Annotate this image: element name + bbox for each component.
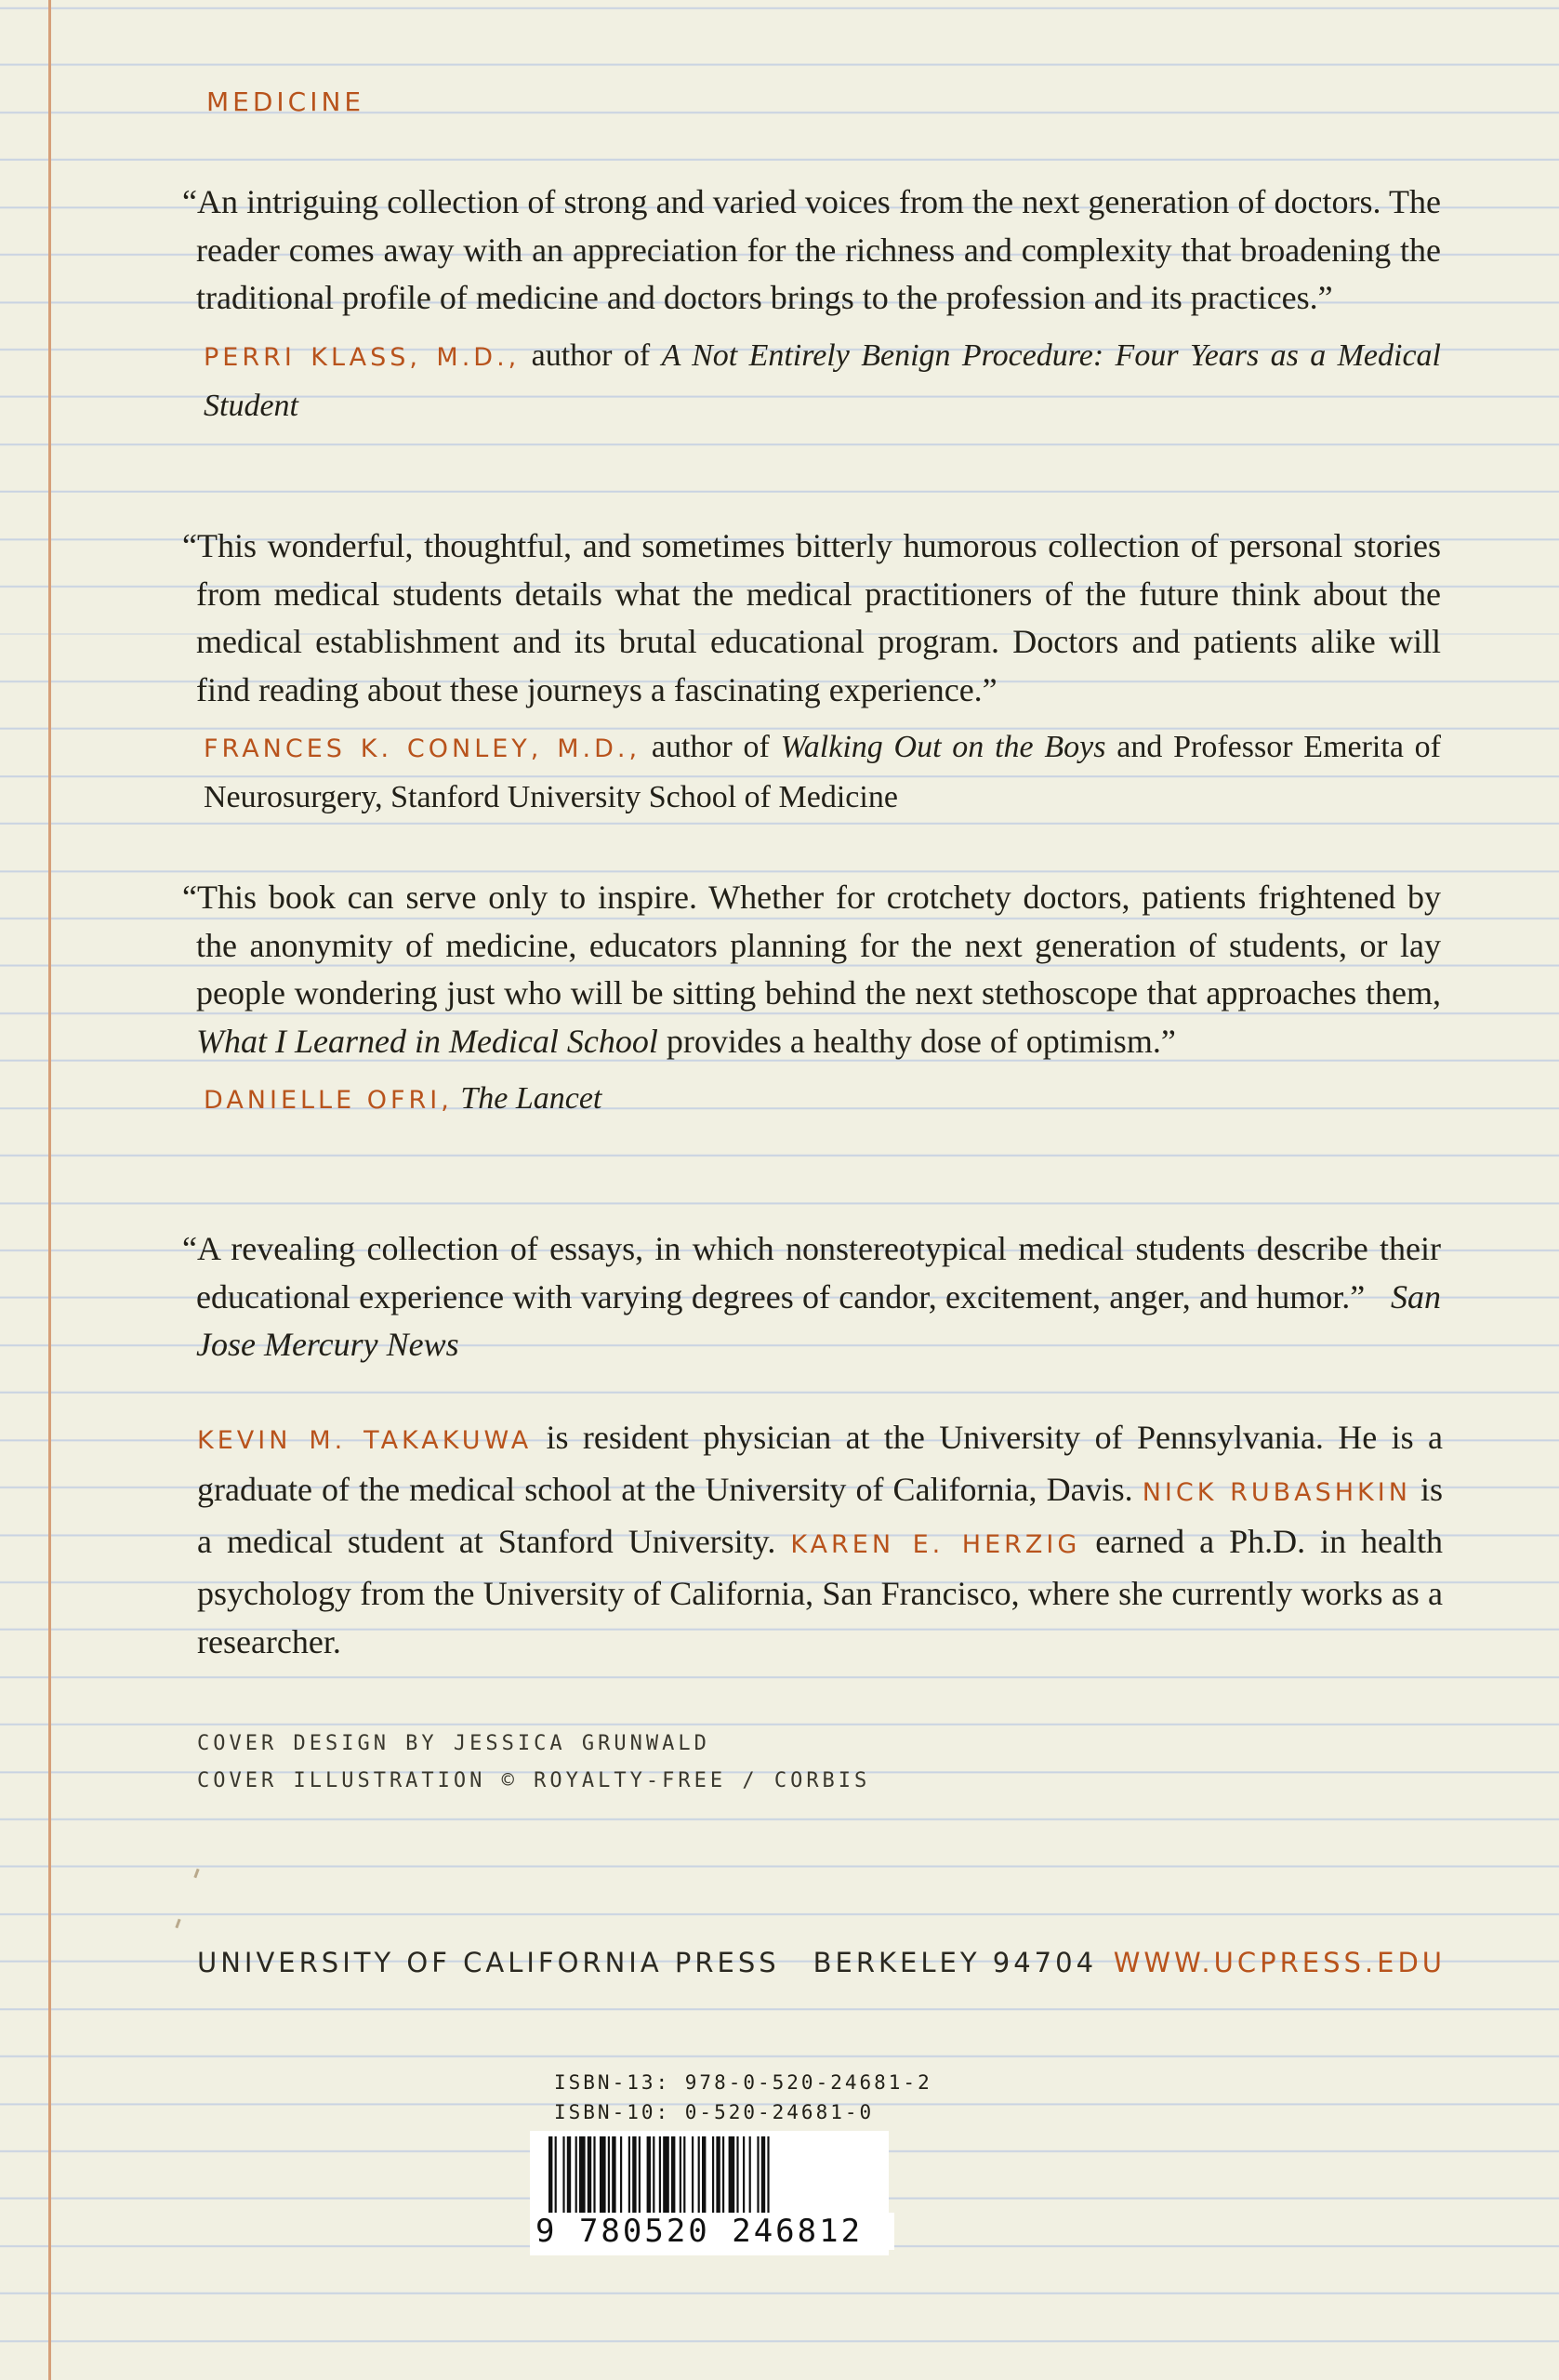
paper-speck [193, 1869, 199, 1878]
margin-rule [48, 0, 51, 2380]
isbn-13: ISBN-13: 978-0-520-24681-2 [554, 2071, 932, 2094]
barcode-bar [600, 2136, 606, 2220]
barcode-bar [749, 2136, 751, 2220]
publisher-line [197, 1947, 1097, 1978]
barcode-bar [639, 2136, 641, 2220]
barcode-bar [548, 2136, 552, 2220]
barcode-bar [671, 2136, 675, 2220]
bio-text-2: is a medical student at Stanford University. [197, 1471, 1444, 1560]
barcode-bar [653, 2136, 654, 2220]
bio-name-2: NICK RUBASHKIN [1142, 1478, 1411, 1507]
quote-text [182, 874, 1441, 1065]
quote-publication: The Lancet [460, 1081, 602, 1116]
author-bios [197, 1413, 1443, 1666]
barcode-bar [567, 2136, 571, 2220]
cover-design-credit: COVER DESIGN BY JESSICA GRUNWALD [197, 1732, 710, 1755]
cover-illustration-credit: COVER ILLUSTRATION © ROYALTY-FREE / CORBIS [197, 1769, 871, 1792]
barcode-bar [702, 2136, 706, 2220]
barcode-bar [612, 2136, 615, 2220]
barcode-bar [579, 2136, 586, 2220]
barcode-bar [555, 2136, 557, 2220]
quote-attribution [182, 723, 1441, 822]
barcode-bar [628, 2136, 630, 2220]
publisher-website[interactable]: WWW.UCPRESS.EDU [1113, 1947, 1446, 1978]
barcode-bar [620, 2136, 622, 2220]
barcode-bar [712, 2136, 714, 2220]
blurb-quote-1 [182, 178, 1441, 430]
quote-text-before: “This book can serve only to inspire. Whether for crotchety doctors, patients frightened by the anonymity of medicine, educators planning for the next generation of students, or lay people wondering just who will be sitting behind the next stethoscope that approaches them, [182, 879, 1441, 1012]
bio-text-1: is resident physician at the University of Pennsylvania. He is a graduate of the medical school at the University of California, Davis. [197, 1419, 1443, 1508]
isbn-block [554, 2068, 932, 2127]
paper-speck [175, 1919, 180, 1928]
barcode-bar [588, 2136, 591, 2220]
quote-author-work: A Not Entirely Benign Procedure: Four Years as a Medical Student [204, 337, 1441, 423]
quote-attribution [182, 332, 1441, 430]
barcode-bar [575, 2136, 577, 2220]
bio-name-3: KAREN E. HERZIG [790, 1530, 1081, 1559]
bio-name-1: KEVIN M. TAKAKUWA [197, 1426, 533, 1455]
isbn-10: ISBN-10: 0-520-24681-0 [554, 2101, 875, 2123]
barcode-bar [663, 2136, 669, 2220]
barcode-bar [757, 2136, 759, 2220]
quote-publication: San Jose Mercury News [196, 1277, 1442, 1363]
quote-text-after: provides a healthy dose of optimism.” [657, 1022, 1176, 1060]
publisher-name: UNIVERSITY OF CALIFORNIA PRESS [197, 1947, 780, 1978]
quote-author-work: Walking Out on the Boys [780, 730, 1106, 764]
quote-text: “This wonderful, thoughtful, and sometimes bitterly humorous collection of personal stories from medical students details what the medical practitioners of the future think about the medical establishment and its brutal educational program. Doctors and patients alike will find reading about these journeys a fascinating experience.” [182, 527, 1441, 708]
barcode-bar [736, 2136, 738, 2220]
barcode-bar [608, 2136, 610, 2220]
blurb-quote-2 [182, 522, 1441, 822]
barcode-bar [647, 2136, 651, 2220]
blurb-quote-4 [182, 1225, 1441, 1369]
barcode-bar [632, 2136, 636, 2220]
barcode-bar [761, 2136, 765, 2220]
barcode-digits: 9 780520 246812 [532, 2213, 894, 2250]
quote-author-role-suffix: and Professor Emerita of Neurosurgery, Stanford University School of Medicine [204, 730, 1441, 814]
quote-author-name: DANIELLE OFRI, [204, 1086, 453, 1115]
barcode-bar [767, 2136, 769, 2220]
barcode-bar [729, 2136, 735, 2220]
barcode-bar [743, 2136, 745, 2220]
quote-text-body: “A revealing collection of essays, in which nonstereotypical medical students describe their educational experience with varying degrees of candor, excitement, anger, and humor.” [182, 1230, 1441, 1316]
quote-book-title: What I Learned in Medical School [196, 1022, 658, 1060]
barcode-bar [659, 2136, 661, 2220]
quote-author-name: PERRI KLASS, M.D., [204, 342, 521, 372]
quote-text [182, 1225, 1441, 1369]
quote-attribution [182, 1075, 1441, 1125]
quote-author-role: author of [520, 337, 662, 373]
barcode-bar [562, 2136, 564, 2220]
quote-author-role: author of [641, 730, 781, 764]
barcode-bar [716, 2136, 720, 2220]
barcode-bar [680, 2136, 681, 2220]
category-label: MEDICINE [206, 86, 365, 117]
barcode-bar [722, 2136, 724, 2220]
barcode-bar [698, 2136, 700, 2220]
quote-author-name: FRANCES K. CONLEY, M.D., [204, 734, 641, 763]
publisher-city: BERKELEY 94704 [813, 1947, 1098, 1978]
bio-text-3: earned a Ph.D. in health psychology from the University of California, San Francisco, where she currently works as a researcher. [197, 1523, 1443, 1660]
barcode-bar [593, 2136, 595, 2220]
barcode-bar [683, 2136, 685, 2220]
quote-text: “An intriguing collection of strong and varied voices from the next generation of doctors. The reader comes away with an appreciation for the richness and complexity that broadening the traditional profile of medicine and doctors brings to the profession and its practices.” [182, 183, 1441, 316]
blurb-quote-3 [182, 874, 1441, 1125]
barcode-bar [692, 2136, 694, 2220]
